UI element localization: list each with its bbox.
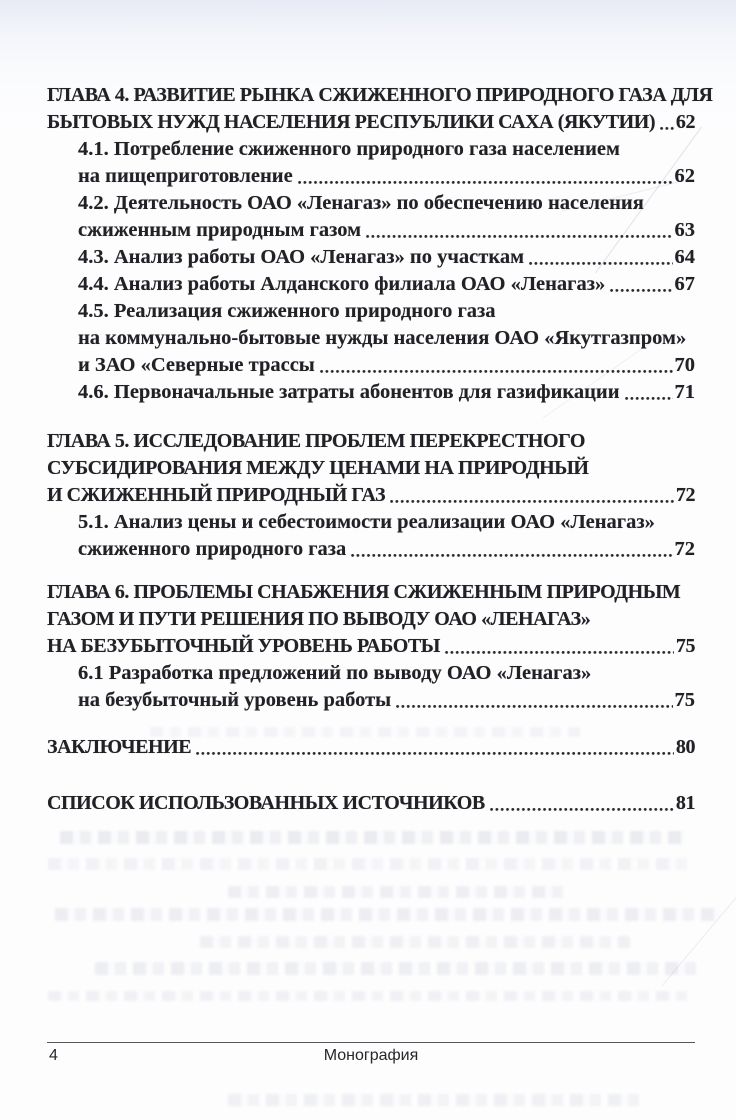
- toc-group-chapter-4: [47, 82, 713, 406]
- toc-page-number: 62: [674, 165, 695, 187]
- toc-page-number: 72: [675, 484, 695, 506]
- dot-leader: [660, 126, 674, 131]
- toc-entry-text: на пищеприготовление: [78, 165, 293, 187]
- toc-entry-text: СПИСОК ИСПОЛЬЗОВАННЫХ ИСТОЧНИКОВ: [47, 792, 485, 814]
- toc-entry-line: [47, 633, 695, 660]
- toc-entry-text: 4.3. Анализ работы ОАО «Ленагаз» по участкам: [78, 246, 525, 268]
- toc-page-number: 72: [674, 538, 695, 560]
- dot-leader: [445, 650, 674, 655]
- toc-entry-line: [47, 482, 695, 509]
- toc-page-number: 75: [675, 635, 695, 657]
- dot-leader: [298, 180, 673, 185]
- dot-leader: [490, 807, 674, 812]
- footer-divider: [47, 1042, 695, 1043]
- bleed-through-text: [228, 1094, 643, 1106]
- dot-leader: [196, 751, 674, 756]
- table-of-contents: [47, 82, 713, 817]
- toc-group-chapter-6: [47, 579, 695, 714]
- toc-entry-text: на коммунально-бытовые нужды населения ОАО «Якутгазпром»: [78, 327, 687, 349]
- toc-entry-text: сжиженного природного газа: [78, 538, 347, 560]
- toc-entry-text: и ЗАО «Северные трассы: [78, 354, 315, 376]
- bleed-through-text: [48, 991, 693, 1001]
- toc-entry-text: ГЛАВА 5. ИССЛЕДОВАНИЕ ПРОБЛЕМ ПЕРЕКРЕСТНОГО: [47, 430, 585, 452]
- toc-page-number: 63: [674, 219, 695, 241]
- toc-entry-line: [47, 217, 695, 244]
- toc-group-conclusion: [47, 734, 695, 761]
- toc-text-line: [47, 579, 695, 606]
- toc-entry-line: [47, 109, 695, 136]
- toc-entry-text: СУБСИДИРОВАНИЯ МЕЖДУ ЦЕНАМИ НА ПРИРОДНЫЙ: [47, 457, 589, 479]
- dot-leader: [351, 553, 672, 558]
- toc-page-number: 75: [674, 689, 695, 711]
- bleed-through-text: [228, 886, 568, 898]
- toc-text-line: [47, 325, 695, 352]
- toc-entry-line: [47, 244, 695, 271]
- dot-leader: [390, 499, 674, 504]
- dot-leader: [320, 369, 673, 374]
- running-title: Монография: [323, 1047, 419, 1064]
- toc-entry-text: 4.1. Потребление сжиженного природного газа населением: [78, 138, 620, 160]
- bleed-through-text: [200, 936, 630, 948]
- toc-page-number: 62: [675, 111, 695, 133]
- toc-text-line: [47, 136, 695, 163]
- page-number: 4: [49, 1047, 58, 1064]
- bleed-through-text: [55, 908, 720, 921]
- toc-text-line: [47, 298, 695, 325]
- toc-entry-line: [47, 790, 695, 817]
- toc-text-line: [47, 660, 695, 687]
- bleed-through-text: [150, 727, 580, 737]
- toc-text-line: [47, 428, 695, 455]
- toc-page-number: 67: [674, 273, 695, 295]
- toc-entry-text: БЫТОВЫХ НУЖД НАСЕЛЕНИЯ РЕСПУБЛИКИ САХА (ЯКУТИИ): [47, 111, 656, 133]
- toc-text-line: [47, 190, 695, 217]
- dot-leader: [396, 704, 672, 709]
- toc-entry-line: [47, 687, 695, 714]
- toc-entry-line: [47, 352, 695, 379]
- toc-entry-text: ГАЗОМ И ПУТИ РЕШЕНИЯ ПО ВЫВОДУ ОАО «ЛЕНАГАЗ»: [47, 608, 591, 630]
- toc-page-number: 64: [674, 246, 695, 268]
- toc-entry-text: 4.4. Анализ работы Алданского филиала ОАО «Ленагаз»: [78, 273, 606, 295]
- toc-entry-line: [47, 163, 695, 190]
- bleed-through-text: [60, 831, 685, 844]
- dot-leader: [366, 234, 672, 239]
- toc-entry-text: ГЛАВА 6. ПРОБЛЕМЫ СНАБЖЕНИЯ СЖИЖЕННЫМ ПРИРОДНЫМ: [47, 581, 681, 603]
- bleed-through-text: [48, 858, 688, 870]
- toc-entry-text: 5.1. Анализ цены и себестоимости реализации ОАО «Ленагаз»: [78, 511, 655, 533]
- toc-entry-text: ГЛАВА 4. РАЗВИТИЕ РЫНКА СЖИЖЕННОГО ПРИРОДНОГО ГАЗА ДЛЯ: [47, 84, 713, 106]
- toc-entry-text: 4.5. Реализация сжиженного природного газа: [78, 300, 496, 322]
- bleed-through-text: [95, 962, 700, 975]
- toc-page-number: 81: [675, 792, 695, 814]
- toc-entry-line: [47, 734, 695, 761]
- toc-entry-line: [47, 379, 695, 406]
- dot-leader: [610, 288, 672, 293]
- toc-text-line: [47, 82, 713, 109]
- dot-leader: [529, 261, 672, 266]
- toc-group-references: [47, 790, 695, 817]
- toc-entry-text: 6.1 Разработка предложений по выводу ОАО «Ленагаз»: [78, 662, 592, 684]
- toc-entry-text: на безубыточный уровень работы: [78, 689, 392, 711]
- toc-entry-text: ЗАКЛЮЧЕНИЕ: [47, 736, 192, 758]
- toc-entry-line: [47, 271, 695, 298]
- toc-page-number: 70: [674, 354, 695, 376]
- toc-text-line: [47, 455, 695, 482]
- toc-entry-text: И СЖИЖЕННЫЙ ПРИРОДНЫЙ ГАЗ: [47, 484, 386, 506]
- toc-page-number: 80: [675, 736, 695, 758]
- toc-entry-line: [47, 536, 695, 563]
- toc-page-number: 71: [674, 381, 695, 403]
- toc-text-line: [47, 509, 695, 536]
- toc-group-chapter-5: [47, 428, 695, 563]
- toc-entry-text: сжиженным природным газом: [78, 219, 362, 241]
- dot-leader: [625, 396, 673, 401]
- toc-entry-text: 4.2. Деятельность ОАО «Ленагаз» по обеспечению населения: [78, 192, 644, 214]
- toc-entry-text: НА БЕЗУБЫТОЧНЫЙ УРОВЕНЬ РАБОТЫ: [47, 635, 440, 657]
- toc-entry-text: 4.6. Первоначальные затраты абонентов для газификации: [78, 381, 620, 403]
- toc-text-line: [47, 606, 695, 633]
